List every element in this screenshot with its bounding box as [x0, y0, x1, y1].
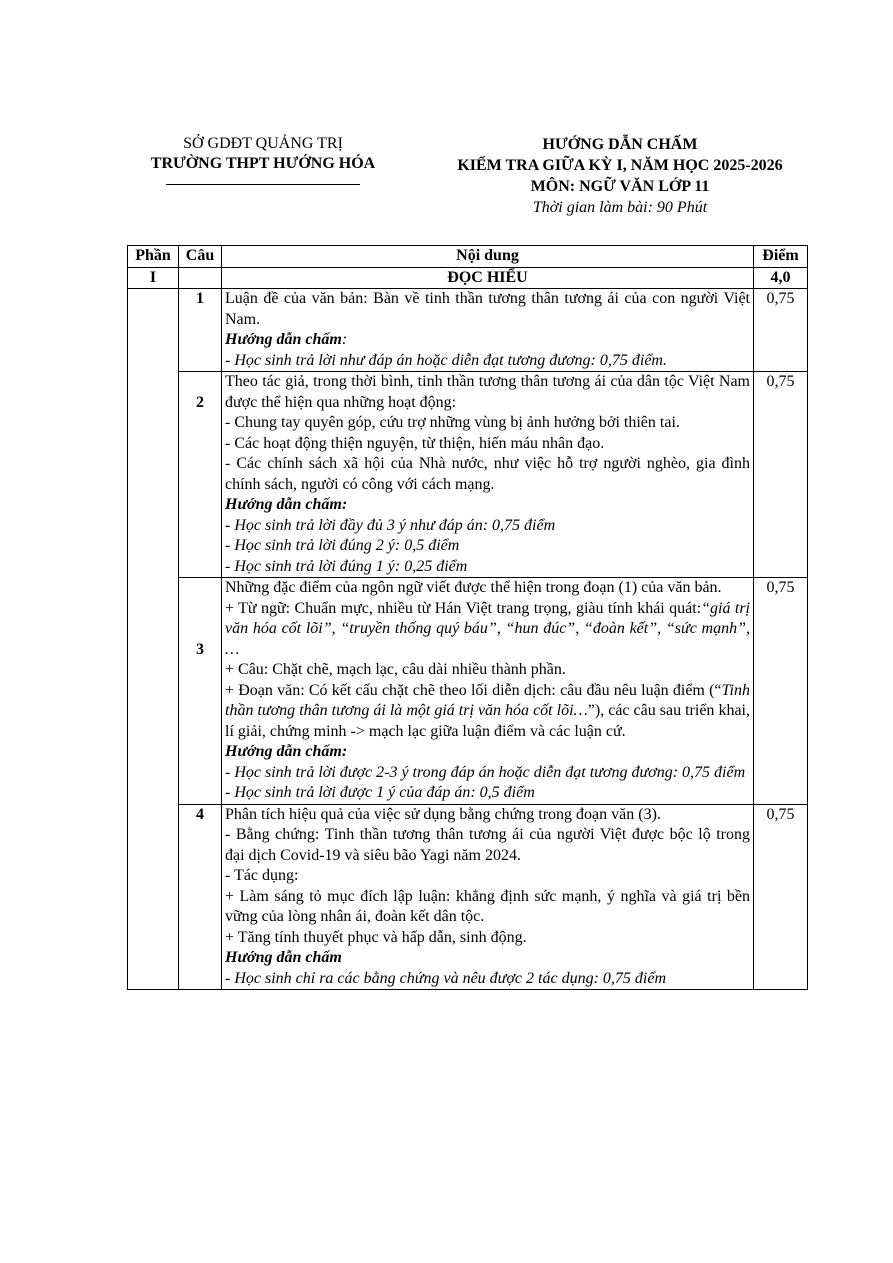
question-row [128, 372, 808, 578]
question-score: 0,75 [754, 578, 808, 805]
answer-line-words [225, 599, 750, 661]
question-number: 1 [179, 289, 222, 372]
guide-line: - Học sinh trả lời đúng 1 ý: 0,25 điểm [225, 557, 468, 575]
question-score: 0,75 [754, 372, 808, 578]
question-number: 2 [179, 372, 222, 578]
question-row [128, 804, 808, 990]
grading-table [127, 245, 808, 990]
question-content [222, 578, 754, 805]
guide-line: - Học sinh chỉ ra các bằng chứng và nêu được 2 tác dụng: 0,75 điểm [225, 969, 667, 987]
department-name: SỞ GDĐT QUẢNG TRỊ [183, 135, 343, 152]
header-right [420, 134, 820, 218]
header-underline [166, 184, 360, 185]
answer-line: + Làm sáng tỏ mục đích lập luận: khẳng định sức mạnh, ý nghĩa và giá trị bền vững của lòng nhân ái, đoàn kết dân tộc. [225, 887, 750, 925]
column-header-content: Nội dung [222, 246, 754, 268]
header-left [118, 134, 408, 185]
section-part: I [128, 267, 179, 289]
paragraph-suffix: ”), các câu sau triển khai, lí giải, chứng minh -> mạch lạc giữa luận điểm và các luận cứ. [225, 702, 750, 740]
answer-line: - Tác dụng: [225, 867, 299, 884]
guide-line: - Học sinh trả lời đúng 2 ý: 0,5 điểm [225, 537, 460, 554]
answer-line: + Tăng tính thuyết phục và hấp dẫn, sinh động. [225, 928, 527, 946]
section-empty-cell [179, 267, 222, 289]
words-prefix: + Từ ngữ: Chuẩn mực, nhiều từ Hán Việt trang trọng, giàu tính khái quát: [225, 599, 702, 617]
question-row [128, 578, 808, 805]
paragraph-quote: Tinh thần tương thân tương ái là một giá trị văn hóa cốt lõi… [225, 681, 750, 719]
answer-line: + Câu: Chặt chẽ, mạch lạc, câu dài nhiều thành phần. [225, 661, 566, 678]
answer-line: Luận đề của văn bản: Bàn về tinh thần tương thân tương ái của con người Việt Nam. [225, 290, 750, 328]
part-merged-cell [128, 289, 179, 990]
answer-line-paragraph [225, 681, 750, 743]
answer-line: - Các chính sách xã hội của Nhà nước, như việc hỗ trợ người nghèo, gia đình chính sách, người có công với cách mạng. [225, 455, 750, 493]
answer-line: - Bằng chứng: Tinh thần tương thân tương ái của người Việt được bộc lộ trong đại dịch Covid-19 và siêu bão Yagi năm 2024. [225, 826, 750, 864]
guide-heading [225, 330, 750, 351]
guide-label: Hướng dẫn chấm [225, 331, 342, 348]
column-header-part: Phần [128, 246, 179, 268]
table-header-row [128, 246, 808, 268]
question-score: 0,75 [754, 289, 808, 372]
guide-label: Hướng dẫn chấm [225, 949, 342, 966]
guide-line: - Học sinh trả lời như đáp án hoặc diễn đạt tương đương: 0,75 điểm. [225, 351, 667, 369]
guide-line: - Học sinh trả lời được 1 ý của đáp án: 0,5 điểm [225, 784, 535, 801]
guide-label: Hướng dẫn chấm: [225, 496, 348, 513]
guide-suffix: : [341, 331, 348, 348]
exam-title: KIỂM TRA GIỮA KỲ I, NĂM HỌC 2025-2026 [457, 157, 783, 174]
column-header-score: Điểm [754, 246, 808, 268]
section-title: ĐỌC HIỂU [222, 267, 754, 289]
words-examples: “giá trị văn hóa cốt lõi”, “truyền thống quý báu”, “hun đúc”, “đoàn kết”, “sức mạnh”, … [225, 599, 751, 658]
answer-line: - Các hoạt động thiện nguyện, từ thiện, hiến máu nhân đạo. [225, 434, 605, 452]
section-row [128, 267, 808, 289]
document-title: HƯỚNG DẪN CHẤM [542, 136, 698, 153]
school-name: TRƯỜNG THPT HƯỚNG HÓA [150, 155, 376, 172]
question-row [128, 289, 808, 372]
question-content [222, 804, 754, 990]
question-score: 0,75 [754, 804, 808, 990]
question-number: 4 [179, 804, 222, 990]
guide-line: - Học sinh trả lời đầy đủ 3 ý như đáp án: 0,75 điểm [225, 516, 556, 534]
answer-line: Phân tích hiệu quả của việc sử dụng bằng chứng trong đoạn văn (3). [225, 805, 661, 823]
guide-label: Hướng dẫn chấm: [225, 743, 348, 760]
paragraph-prefix: + Đoạn văn: Có kết cấu chặt chẽ theo lối diễn dịch: câu đầu nêu luận điểm (“ [225, 681, 722, 699]
question-content [222, 372, 754, 578]
question-number: 3 [179, 578, 222, 805]
subject-title: MÔN: NGỮ VĂN LỚP 11 [530, 178, 710, 195]
section-score: 4,0 [754, 267, 808, 289]
answer-line: Những đặc điểm của ngôn ngữ viết được thể hiện trong đoạn (1) của văn bản. [225, 579, 722, 596]
exam-time: Thời gian làm bài: 90 Phút [532, 199, 708, 216]
column-header-question: Câu [179, 246, 222, 268]
guide-line: - Học sinh trả lời được 2-3 ý trong đáp án hoặc diễn đạt tương đương: 0,75 điểm [225, 763, 746, 781]
question-content [222, 289, 754, 372]
answer-line: - Chung tay quyên góp, cứu trợ những vùng bị ảnh hưởng bởi thiên tai. [225, 414, 680, 431]
answer-line: Theo tác giả, trong thời bình, tinh thần tương thân tương ái của dân tộc Việt Nam được thể hiện qua những hoạt động: [225, 373, 750, 411]
